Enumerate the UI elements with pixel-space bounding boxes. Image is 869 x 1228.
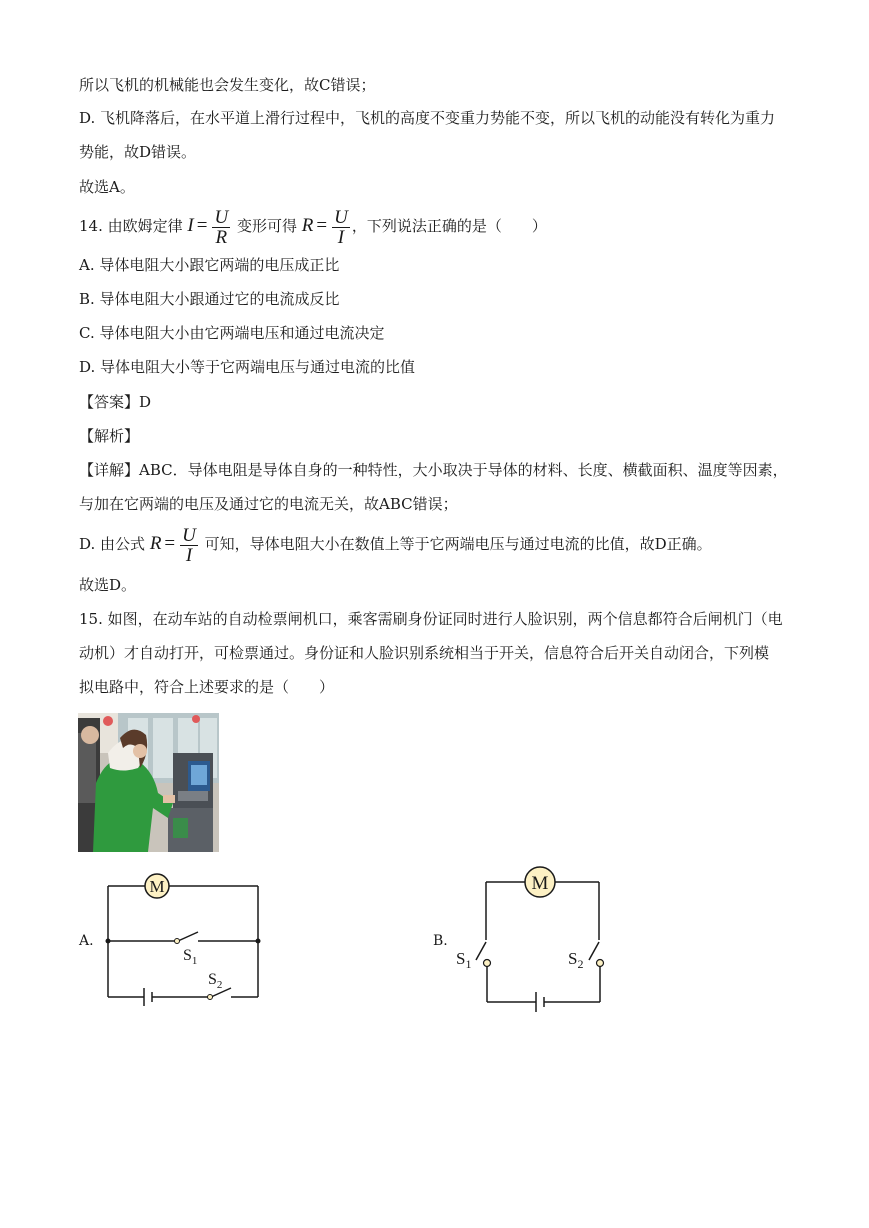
text-line: 势能，故D错误。 [79,143,197,161]
option-b: B. 导体电阻大小跟通过它的电流成反比 [79,290,340,308]
fraction-denominator: I [185,544,193,566]
circuit-b-label: B. [433,933,448,949]
d-prefix: D. 由公式 [79,535,146,553]
question-14-stem [79,206,547,247]
answer-label: 【答案】D [79,393,152,411]
fraction-denominator: R [215,226,228,248]
ticket-gate-photo [78,713,219,852]
fraction [212,208,230,247]
d-suffix: 可知，导体电阻大小在数值上等于它两端电压与通过电流的比值，故D正确。 [204,535,712,553]
formula-lhs: R [149,533,162,554]
switch-s2-label: $S_2$ [568,949,584,971]
detail-line: 与加在它两端的电压及通过它的电流无关，故ABC错误； [79,495,458,513]
fraction-numerator: U [182,524,196,546]
motor-label: M [149,877,165,896]
text-line: D. 飞机降落后，在水平道上滑行过程中，飞机的高度不变重力势能不变，所以飞机的动能没有转化为重力 [79,109,776,127]
fraction-numerator: U [334,206,348,228]
switch-s1-label: $S_1$ [183,947,198,967]
switch-s1-label: $S_1$ [456,949,472,971]
question-15-line: 动机）才自动打开，可检票通过。身份证和人脸识别系统相当于开关，信息符合后开关自动闭合，下列模 [79,644,770,662]
circuit-a-label: A. [79,933,94,949]
formula-eq: = [316,215,328,236]
formula-eq: = [196,215,208,236]
fraction-numerator: U [214,206,229,228]
motor-label: M [531,873,549,894]
detail-line: 【详解】ABC．导体电阻是导体自身的一种特性，大小取决于导体的材料、长度、横截面积、温度等因素， [79,461,788,479]
option-d: D. 导体电阻大小等于它两端电压与通过电流的比值 [79,358,416,376]
switch-s2-label: $S_2$ [208,971,223,991]
q14-prefix: 14. 由欧姆定律 [79,217,183,235]
formula-lhs: I [187,215,194,236]
q14-middle: 变形可得 [236,217,297,235]
fraction [332,208,350,247]
option-c: C. 导体电阻大小由它两端电压和通过电流决定 [79,324,385,342]
fraction-denominator: I [337,226,345,248]
q14-suffix: ，下列说法正确的是（ ） [351,217,547,235]
fraction [180,526,198,565]
circuit-b-diagram [450,860,620,1020]
question-15-line: 拟电路中，符合上述要求的是（ ） [79,678,335,696]
option-a: A. 导体电阻大小跟它两端的电压成正比 [79,256,340,274]
choose-line: 故选D。 [79,576,137,594]
text-line: 所以飞机的机械能也会发生变化，故C错误； [79,76,376,94]
formula-eq: = [164,533,176,554]
text-line: 故选A。 [79,178,135,196]
formula-lhs: R [301,215,314,236]
detail-d-line [79,524,712,565]
question-15-line: 15. 如图，在动车站的自动检票闸机口，乘客需刷身份证同时进行人脸识别，两个信息都符合后闸机门（电 [79,610,783,628]
analysis-label: 【解析】 [79,427,140,445]
circuit-a-diagram [100,868,270,1018]
